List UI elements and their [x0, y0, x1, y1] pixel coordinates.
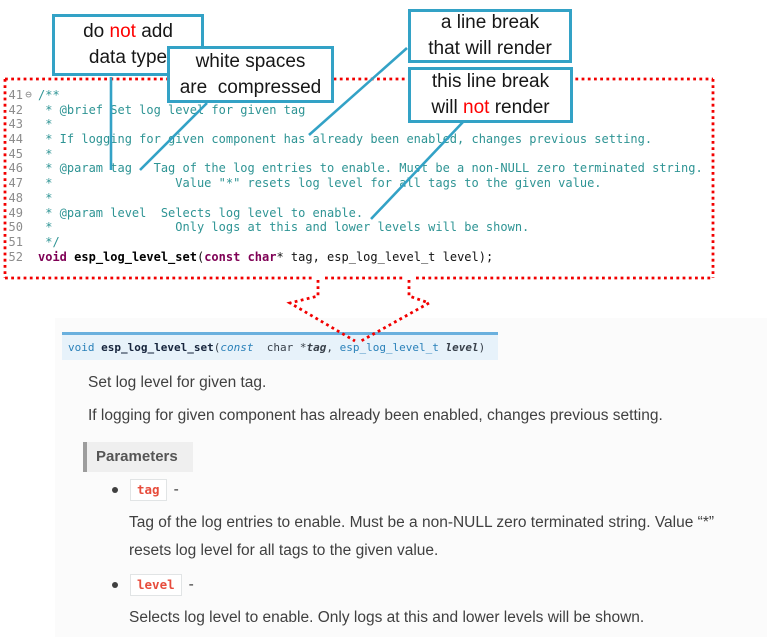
signature-token: const: [220, 341, 254, 354]
line-number: 48: [8, 190, 23, 205]
param-name-code: tag: [130, 479, 167, 501]
code-line: [4, 250, 703, 265]
signature-token: tag: [306, 341, 327, 354]
param-description-line: Tag of the log entries to enable. Must be a non-NULL zero terminated string. Value “*”: [129, 514, 715, 531]
fold-gutter: [23, 161, 34, 176]
line-number: 52: [8, 249, 23, 264]
param-description: [129, 509, 714, 565]
callout-line: this line break: [431, 71, 550, 92]
code-token: *: [38, 117, 53, 132]
code-token: [240, 250, 247, 264]
callout-line: do not add: [83, 21, 173, 42]
fold-gutter: [23, 132, 34, 147]
signature-token: esp_log_level_set: [101, 341, 214, 354]
param-item-level: [112, 575, 644, 632]
code-line: [4, 132, 703, 147]
signature-token: ,: [326, 341, 340, 354]
callout-line: are compressed: [179, 76, 322, 98]
code-token: void: [38, 249, 67, 264]
fold-gutter: [23, 103, 34, 118]
param-description: [129, 604, 644, 632]
code-text[interactable]: [38, 176, 602, 191]
line-number: 50: [8, 220, 23, 235]
fold-gutter: [23, 206, 34, 221]
code-line: [4, 235, 703, 250]
code-token: char: [247, 249, 277, 264]
code-token: * Value "*" resets log level for all tags to the given value.: [38, 176, 602, 191]
fold-gutter: [23, 220, 34, 235]
emphasis-not: not: [463, 97, 490, 118]
fold-gutter: [23, 191, 34, 206]
signature-token: void: [68, 341, 102, 354]
code-text[interactable]: [38, 206, 363, 221]
rendered-docs-panel: [55, 318, 767, 637]
code-token: */: [38, 234, 60, 249]
code-line: [4, 147, 703, 162]
param-separator: -: [173, 481, 179, 498]
param-description-line: resets log level for all tags to the given value.: [129, 542, 439, 559]
param-row: [112, 480, 714, 500]
code-token: * @brief Set log level for given tag: [38, 102, 306, 117]
line-number: 43: [8, 117, 23, 132]
line-number: 41: [8, 88, 23, 102]
callout-break-render: [408, 9, 572, 63]
emphasis-not: not: [109, 21, 136, 42]
code-text[interactable]: [38, 132, 652, 147]
code-line: [4, 88, 703, 103]
code-line: [4, 176, 703, 191]
code-token: * @param tag Tag of the log entries to enable. Must be a non-NULL zero terminated string.: [38, 161, 703, 176]
fold-gutter: [23, 250, 34, 265]
code-token: * @param level Selects log level to enable.: [38, 205, 364, 220]
callout-line: a line break: [440, 12, 540, 33]
code-text[interactable]: [38, 88, 60, 103]
code-token: * tag, esp_log_level_t level);: [276, 249, 494, 264]
code-text[interactable]: [38, 250, 493, 265]
code-line: [4, 117, 703, 132]
parameters-field-label: Parameters: [83, 442, 193, 472]
fold-gutter: [23, 117, 34, 132]
line-number: 42: [8, 102, 23, 117]
bullet-icon: [112, 582, 118, 588]
callout-whitespace: [167, 46, 334, 103]
code-text[interactable]: [38, 161, 703, 176]
fold-gutter: [23, 147, 34, 162]
param-row: [112, 575, 644, 595]
detail-paragraph: If logging for given component has already been enabled, changes previous setting.: [88, 407, 663, 424]
line-number: 47: [8, 176, 23, 191]
code-line: [4, 206, 703, 221]
param-name-code: level: [130, 574, 182, 596]
code-token: (: [196, 249, 205, 264]
code-line: [4, 161, 703, 176]
param-item-tag: [112, 480, 714, 565]
brief-paragraph: Set log level for given tag.: [88, 374, 267, 391]
line-number: 44: [8, 132, 23, 147]
code-text[interactable]: [38, 235, 60, 250]
line-number: 51: [8, 234, 23, 249]
code-token: *: [38, 146, 53, 161]
fold-toggle-icon[interactable]: ⊖: [25, 88, 32, 101]
code-line: [4, 191, 703, 206]
code-token: * If logging for given component has already been enabled, changes previous setting.: [38, 132, 653, 147]
code-text[interactable]: [38, 191, 52, 206]
code-token: *: [38, 190, 53, 205]
callout-break-norender: [408, 67, 573, 123]
callout-line: that will render: [428, 38, 552, 59]
callout-line: will not render: [431, 97, 550, 118]
signature-token: esp_log_level_t: [339, 341, 446, 354]
callout-line: white spaces: [195, 50, 306, 72]
code-token: /**: [38, 88, 60, 102]
param-description-line: Selects log level to enable. Only logs at this and lower levels will be shown.: [129, 609, 645, 626]
function-signature-bar: [62, 332, 498, 360]
code-text[interactable]: [38, 117, 52, 132]
code-editor: [4, 88, 703, 264]
signature-token: ): [478, 341, 486, 354]
signature-token: level: [445, 341, 479, 354]
code-line: [4, 220, 703, 235]
code-text[interactable]: [38, 220, 529, 235]
param-separator: -: [188, 576, 194, 593]
code-token: * Only logs at this and lower levels will be shown.: [38, 220, 530, 235]
code-line: [4, 103, 703, 118]
signature-token: (: [213, 341, 221, 354]
line-number: 45: [8, 146, 23, 161]
code-token: const: [204, 249, 241, 264]
signature-token: char *: [253, 341, 307, 354]
fold-gutter: [23, 235, 34, 250]
line-number: 49: [8, 205, 23, 220]
fold-gutter: [23, 176, 34, 191]
callout-line: data type: [88, 47, 168, 68]
code-token: esp_log_level_set: [74, 249, 197, 264]
code-text[interactable]: [38, 103, 305, 118]
line-number: 46: [8, 161, 23, 176]
code-text[interactable]: [38, 147, 52, 162]
bullet-icon: [112, 487, 118, 493]
